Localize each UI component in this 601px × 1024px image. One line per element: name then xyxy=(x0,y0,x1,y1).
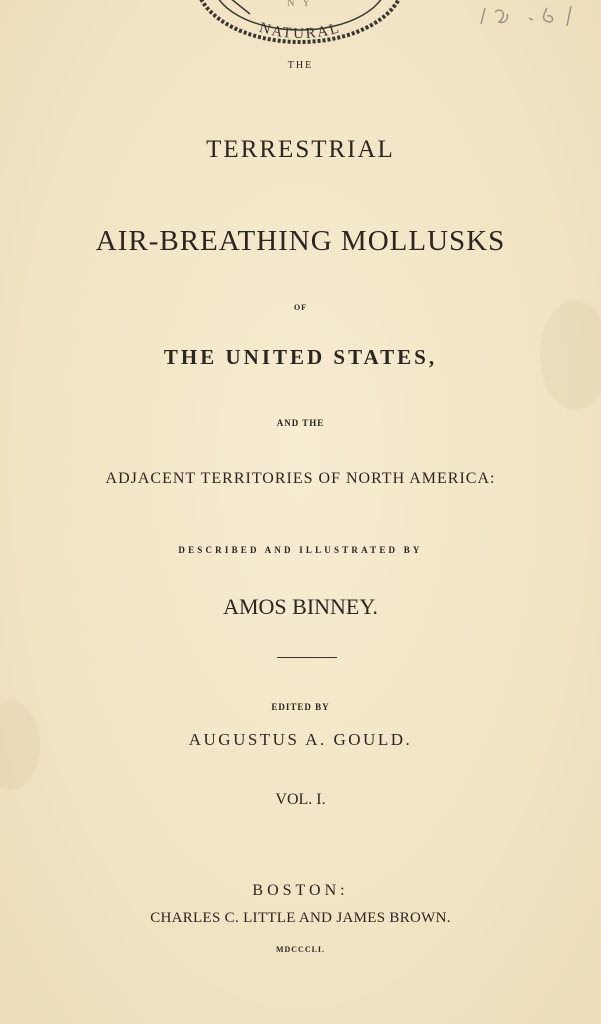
stamp-bottom-text: NATURAL xyxy=(257,19,343,43)
library-stamp xyxy=(190,0,410,50)
stamp-top-text: N Y xyxy=(287,0,313,9)
main-title: AIR-BREATHING MOLLUSKS xyxy=(95,225,506,257)
title-line-united-states: THE UNITED STATES, xyxy=(163,345,438,369)
volume-number: VOL. I. xyxy=(275,791,326,808)
author-name: AMOS BINNEY. xyxy=(223,594,378,619)
editor-name: AUGUSTUS A. GOULD. xyxy=(188,730,413,749)
handwritten-pencil-mark xyxy=(473,4,583,28)
title-line-terrestrial: TERRESTRIAL xyxy=(206,136,395,163)
title-connector-of: OF xyxy=(293,303,308,312)
described-by-label: DESCRIBED AND ILLUSTRATED BY xyxy=(178,545,423,555)
section-divider xyxy=(277,657,337,658)
title-prefix: THE xyxy=(287,60,314,71)
title-line-adjacent-territories: ADJACENT TERRITORIES OF NORTH AMERICA: xyxy=(105,470,496,487)
publisher-name: CHARLES C. LITTLE AND JAMES BROWN. xyxy=(150,910,451,926)
title-connector-and-the: AND THE xyxy=(276,418,325,428)
edited-by-label: EDITED BY xyxy=(271,702,330,712)
publication-place: BOSTON: xyxy=(252,882,349,899)
publication-year: MDCCCLI. xyxy=(275,945,326,954)
